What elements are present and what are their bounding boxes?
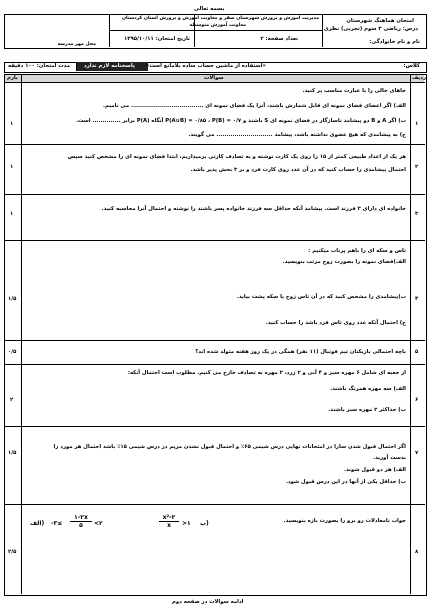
q4-number: ۴ — [415, 296, 419, 302]
class-label: کلاس: — [403, 63, 420, 69]
q3-score: ۱ — [10, 211, 14, 217]
q5-number: ۵ — [415, 349, 419, 355]
q4-line-2: الف)فضای نمونه را بصورت زوج مرتب بنویسید. — [282, 259, 406, 265]
ineq-a-denominator: ۵ — [79, 522, 83, 529]
q7-number: ۷ — [415, 450, 419, 456]
ineq-a-numerator: ۱-۲x — [74, 514, 88, 521]
col-score: بارم — [7, 75, 18, 81]
duration: مدت امتحان: ۱۰۰ دقیقه — [8, 63, 70, 69]
q3-number: ۳ — [415, 211, 419, 217]
q6-line-2: الف) سه مهره همرنگ باشند. — [330, 386, 406, 392]
q7-line-2: بدست آورید. — [373, 455, 406, 461]
school-stamp-label: محل مهر مدرسه — [57, 42, 96, 47]
course-title: درس: ریاضی ۳ سوم (تجربی) نظری — [323, 26, 418, 32]
page-count: تعداد صفحه: ۲ — [260, 36, 298, 42]
q6-line-1: از جعبه ای شامل ۶ مهره سبز و ۴ آبی و ۲ زرد، ۳ مهره به تصادف خارج می کنیم. مطلوب است احتمال آنکه: — [127, 370, 406, 376]
q6-score: ۲ — [10, 397, 14, 403]
q8-score: ۲/۵ — [8, 549, 17, 555]
footer-note: ادامه سوالات در صفحه دوم — [172, 599, 244, 605]
q5-score: ۰/۵ — [8, 349, 17, 355]
q7-line-1: اگر احتمال قبول شدن سارا در امتحانات نهایی درس شیمی ۶۵٪ و احتمال قبول نشدن مریم در درس شیمی ۱۵٪ باشد احتمال هر مورد را — [53, 444, 406, 450]
q6-line-3: ب) حداکثر ۲ مهره سبز باشند. — [328, 407, 406, 413]
q1-line-4: ج) به پیشامدی که هیچ عضوی نداشته باشد، پیشامد ............................ می گویند. — [188, 132, 406, 138]
exam-date: تاریخ امتحان: ۱۳۹۵/۱۰/۱۱ — [124, 36, 190, 42]
ineq-b-label: ب) — [200, 520, 209, 527]
q1-number: ۱ — [415, 121, 419, 127]
col-questions: سوالات — [204, 75, 224, 81]
student-name-label: نام و نام خانوادگی: — [369, 39, 420, 45]
answer-sheet: پاسخنامه لازم ندارد — [84, 63, 135, 69]
ineq-a-left: -۳≤ — [51, 520, 63, 527]
col-row: ردیف — [412, 75, 427, 81]
ineq-a-right: <۲ — [94, 520, 103, 527]
q6-number: ۶ — [415, 397, 419, 403]
q2-line-2: احتمال پیشامدی را حساب کنید که در آن عدد روی کارت فرد و بر ۳ بخش پذیر باشد. — [190, 167, 406, 173]
q2-line-1: هر یک از اعداد طبیعی کمتر از ۱۵ را روی یک کارت نوشته و به تصادف کارتی برمیداریم، ابتدا فضای نمونه ای را مشخص کنید سپس — [67, 154, 406, 160]
q2-score: ۱ — [10, 164, 14, 170]
q1-line-2: الف) اگر اعضای فضای نمونه ای قابل شمارش باشند، آنرا یک فضای نمونه ای .................................... می نامیم. — [103, 103, 406, 109]
q3-line-1: خانواده ای دارای ۳ فرزند است. پیشامد آنکه حداقل سه فرزند خانواده پسر باشند را نوشته و احتمال آنرا محاسبه کنید. — [101, 206, 406, 212]
ineq-a-fraction — [69, 514, 93, 529]
q5-line-1: باچه احتمالی بازیکنان تیم فوتبال (۱۱ نفر) همگی در یک روز هفته متولد شده اند؟ — [195, 349, 406, 355]
org-line-1: مدیریت آموزش و پرورش شهرستان سقز و معاونت آموزش و پرورش استان کردستان — [121, 16, 319, 21]
q4-line-4: ج) احتمال آنکه عدد روی تاس فرد باشد را حساب کنید. — [265, 320, 406, 326]
ineq-a-label: الف) — [30, 520, 45, 527]
q4-score: ۱/۵ — [8, 296, 17, 302]
q7-line-3: الف) هر دو قبول شوند. — [343, 467, 406, 473]
q8-number: ۸ — [415, 549, 419, 555]
q7-line-4: ب) حداقل یکی از آنها در این درس قبول شود. — [285, 479, 406, 485]
q1-line-1: جاهای خالی را با عبارت مناسب پر کنید. — [302, 88, 406, 94]
q1-score: ۱ — [10, 121, 14, 127]
exam-page — [4, 4, 426, 609]
ineq-b-denominator: x — [167, 522, 171, 529]
ineq-b-right: >۱ — [182, 520, 191, 527]
q1-line-3: ب) اگر A و B دو پیشامد ناسازگار در فضای نمونه ای S باشند و P(A∪B) = ۰/۸۵ ، P(B) = ۰/۷ آنگاه P(A) برابر .............. است. — [75, 118, 406, 124]
q7-score: ۱/۵ — [8, 450, 17, 456]
q4-line-1: تاس و سکه ای را باهم پرتاب میکنیم : — [308, 248, 406, 254]
q8-line-1: جواب نامعادلات رو برو را بصورت بازه بنویسید. — [283, 518, 406, 524]
q2-number: ۲ — [415, 164, 419, 170]
ineq-b-numerator: x²-۲ — [162, 514, 176, 521]
exam-title: امتحان هماهنگ شهرستان — [346, 18, 414, 24]
bismillah: بسمه تعالی — [194, 6, 225, 12]
calculator-note: «استفاده از ماشین حساب ساده بلامانع است» — [145, 63, 266, 69]
org-line-2: معاونت آموزش متوسطه — [189, 23, 246, 28]
ineq-b-fraction — [158, 514, 180, 529]
q4-line-3: ب)پیشامدی را مشخص کنید که در آن تاس زوج یا سکه پشت بیاید. — [236, 294, 406, 300]
